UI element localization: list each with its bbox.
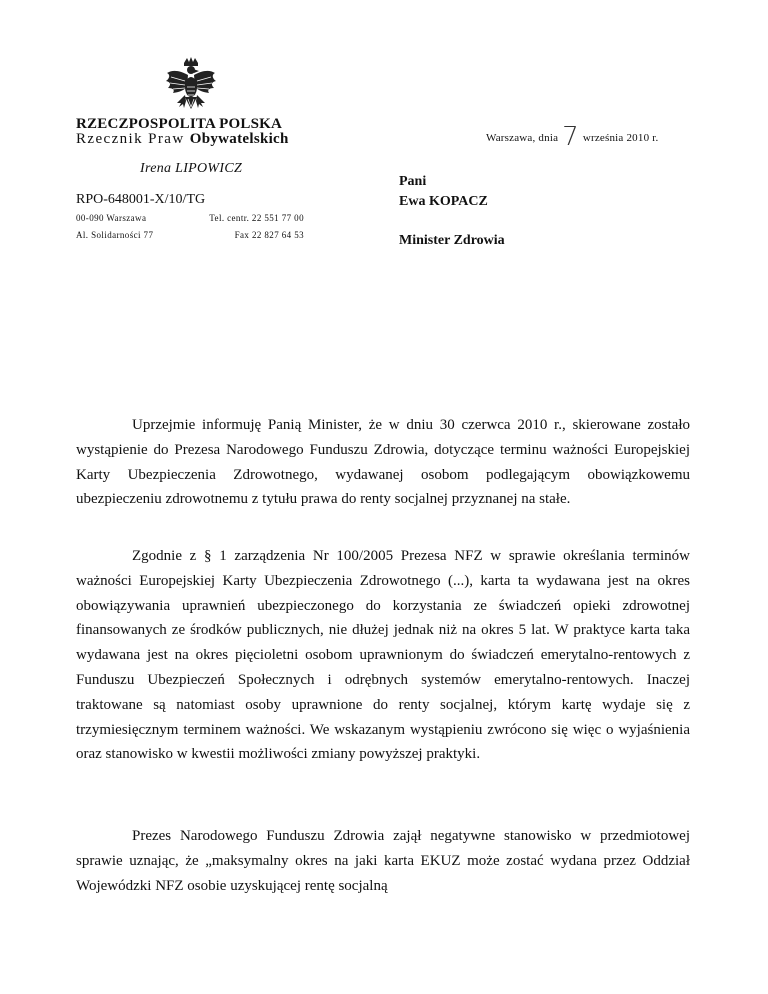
fax-number: Fax 22 827 64 53: [234, 230, 304, 240]
organization-name: RZECZPOSPOLITA POLSKA: [76, 116, 283, 132]
reference-number: RPO-648001-X/10/TG: [76, 192, 206, 207]
address-street: Al. Solidarności 77: [76, 230, 154, 240]
recipient-name: Ewa KOPACZ: [399, 194, 488, 209]
organization-subtitle-plain: Rzecznik Praw: [76, 131, 185, 147]
date-suffix: września 2010 r.: [582, 132, 659, 144]
body-paragraph-3: Prezes Narodowego Funduszu Zdrowia zajął negatywne stanowisko w przedmiotowej sprawie uznając, że „maksymalny okres na jaki karta EKUZ może zostać wydana przez Oddział Wojewódzki NFZ osobie uzyskującej rentę socjalną: [76, 828, 690, 894]
recipient-salutation: Pani: [399, 174, 427, 189]
body-paragraph-1: Uprzejmie informuję Panią Minister, że w dniu 30 czerwca 2010 r., skierowane zostało wystąpienie do Prezesa Narodowego Funduszu Zdrowia, dotyczące terminu ważności Europejskiej Karty Ubezpieczenia Zdrowotnego, wydawanej osobom podlegającym obowiązkowemu ubezpieczeniu zdrowotnemu z tytułu prawa do renty socjalnej przyznanej na stałe.: [76, 417, 690, 508]
organization-subtitle-bold: Obywatelskich: [189, 131, 289, 147]
ombudsman-name: Irena LIPOWICZ: [140, 161, 243, 176]
date-prefix: Warszawa, dnia: [486, 132, 559, 144]
organization-subtitle: [76, 131, 289, 148]
address-postal: 00-090 Warszawa: [76, 213, 147, 223]
phone-number: Tel. centr. 22 551 77 00: [209, 213, 304, 223]
body-paragraph-2: Zgodnie z § 1 zarządzenia Nr 100/2005 Prezesa NFZ w sprawie określania terminów ważności Europejskiej Karty Ubezpieczenia Zdrowotnego (...), karta ta wydawana jest na okres obowiązywania uprawnień ubezpieczonego do korzystania ze świadczeń opieki zdrowotnej finansowanych ze środków publicznych, nie dłużej jednak niż na okres 5 lat. W praktyce karta taka wydawana jest na okres pięcioletni osobom uprawnionym do świadczeń emerytalno-rentowych z Funduszu Ubezpieczeń Społecznych i odrębnych systemów emerytalno-rentowych. Inaczej traktowane są natomiast osoby uprawnione do renty socjalnej, którym kartę wydaje się z trzymiesięcznym terminem ważności. We wskazanym wystąpieniu zwrócono się więc o wyjaśnienia oraz stanowisko w kwestii możliwości zmiany powyższej praktyki.: [76, 548, 690, 763]
letter-date: [486, 118, 659, 152]
date-day-handwritten: 7: [562, 122, 579, 152]
recipient-title: Minister Zdrowia: [399, 233, 505, 248]
eagle-emblem-icon: [163, 57, 219, 117]
